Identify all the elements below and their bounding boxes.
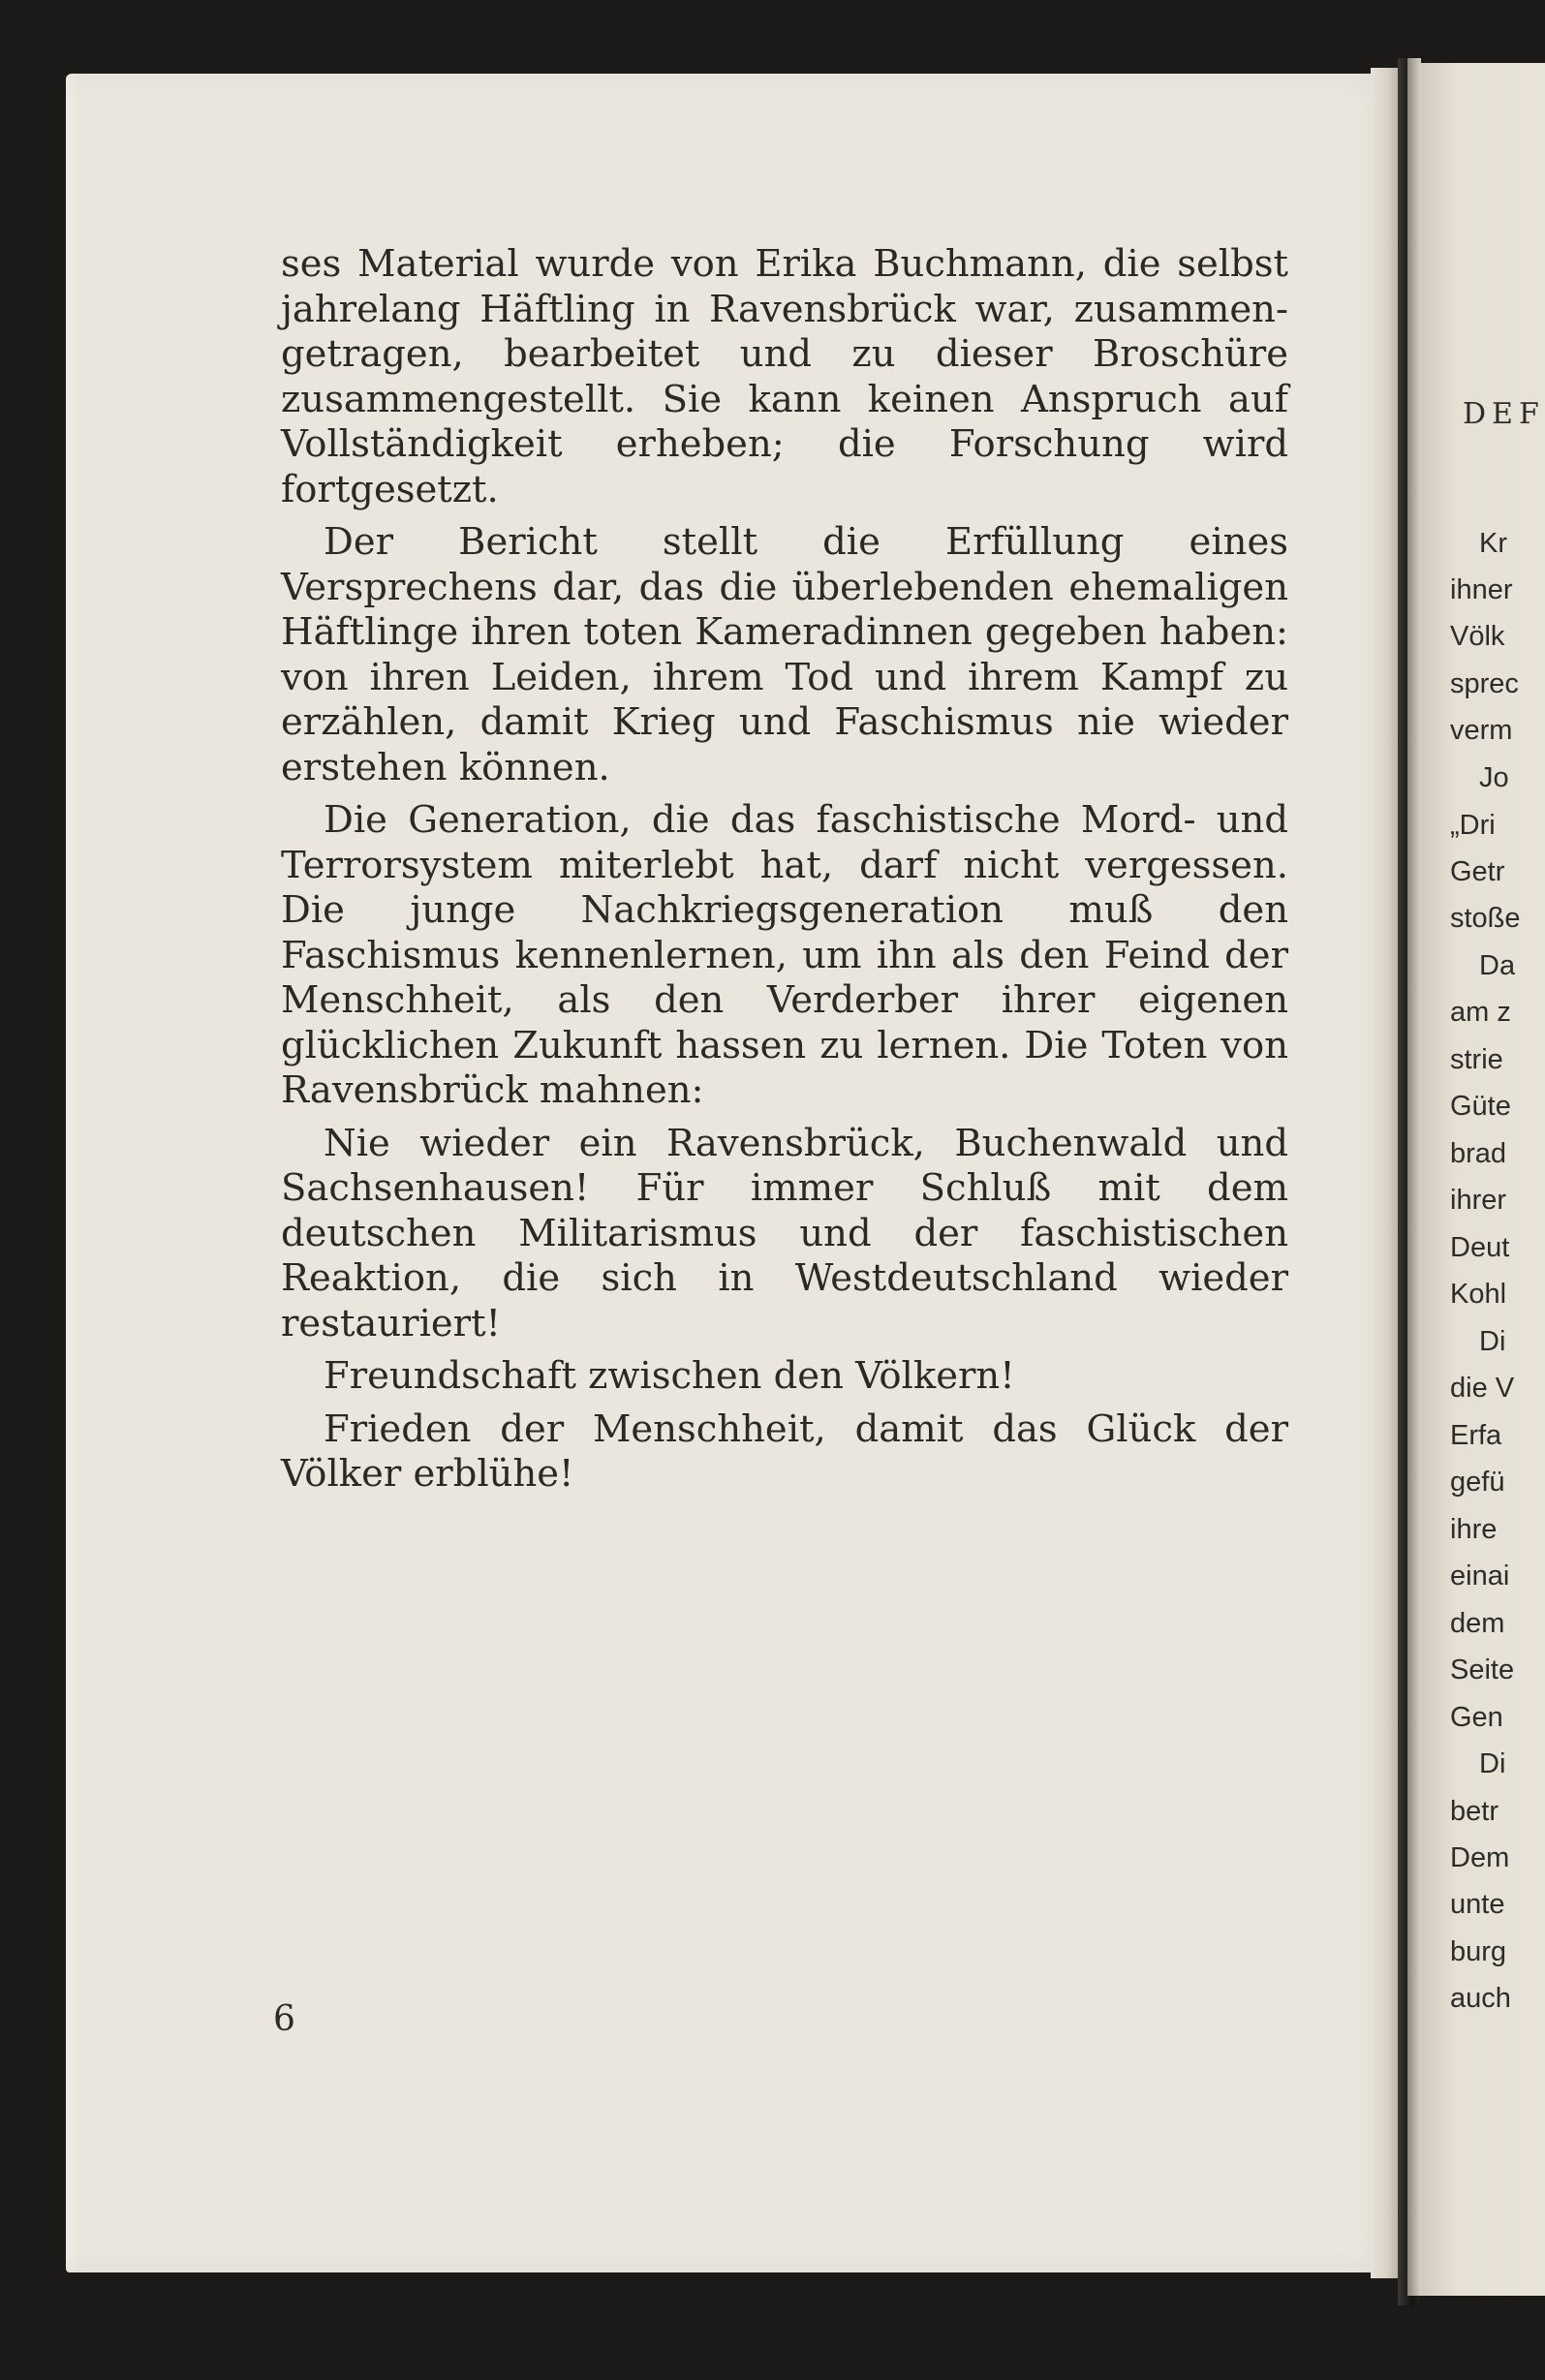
- right-page-line: dem: [1450, 1608, 1505, 1639]
- left-page-edge: [1371, 68, 1398, 2278]
- right-page-line: Erfa: [1450, 1420, 1502, 1451]
- right-page-line: verm: [1450, 715, 1513, 746]
- right-page-line: unte: [1450, 1889, 1505, 1920]
- paragraph-3: Die Generation, die das faschistische Mord- und Terrorsystem miterlebt hat, darf nicht vergessen. Die junge Nachkriegsgeneration muß den Faschismus kennenlernen, um ihn als den Feind der Menschheit, als den Verderber ihrer eigenen glücklichen Zukunft hassen zu lernen. Die Toten von Ravensbrück mahnen:: [281, 798, 1288, 1112]
- paragraph-1: ses Material wurde von Erika Buchmann, die selbst jahrelang Häftling in Ravensbrück war, zusammengetragen, bearbeitet und zu dieser Broschüre zusammengestellt. Sie kann keinen Anspruch auf Vollständigkeit erheben; die Forschung wird fortgesetzt.: [281, 242, 1288, 511]
- right-page-line: auch: [1450, 1983, 1511, 2014]
- left-page-body: [281, 242, 1288, 1498]
- right-page-line: betr: [1450, 1796, 1499, 1827]
- right-page-text-column: [1450, 0, 1528, 2131]
- page-number: 6: [273, 1999, 295, 2039]
- right-page-line: Kohl: [1450, 1279, 1507, 1310]
- right-page-line: Seite: [1450, 1654, 1515, 1685]
- right-page-line: brad: [1450, 1138, 1507, 1169]
- right-page-line: „Dri: [1450, 810, 1496, 841]
- right-page-line: am z: [1450, 997, 1511, 1028]
- right-page-line: strie: [1450, 1044, 1503, 1075]
- right-page-line: Kr: [1479, 528, 1507, 559]
- right-page-line: burg: [1450, 1936, 1507, 1967]
- right-page-line: Völk: [1450, 621, 1505, 652]
- right-page-heading: DEF: [1463, 397, 1545, 431]
- right-page-line: stoße: [1450, 903, 1521, 934]
- right-page-line: Deut: [1450, 1232, 1510, 1263]
- paragraph-5: Freundschaft zwischen den Völkern!: [324, 1354, 1015, 1398]
- right-page-line: Getr: [1450, 856, 1505, 887]
- paragraph-2: Der Bericht stellt die Erfüllung eines Versprechens dar, das die überlebenden ehemaligen Häftlinge ihren toten Kameradinnen gegeben haben: von ihren Leiden, ihrem Tod und ihrem Kampf zu erzählen, damit Krieg und Faschismus nie wieder erstehen können.: [281, 520, 1288, 789]
- right-page-line: ihre: [1450, 1514, 1498, 1545]
- right-page-line: einai: [1450, 1561, 1510, 1592]
- right-page-line: Güte: [1450, 1091, 1511, 1122]
- right-page-line: gefü: [1450, 1467, 1505, 1498]
- right-page-spine: [1407, 58, 1421, 2296]
- paragraph-6: Frieden der Menschheit, damit das Glück der Völker erblühe!: [281, 1406, 1288, 1496]
- right-page-line: ihner: [1450, 574, 1513, 605]
- right-page-line: Da: [1479, 950, 1516, 981]
- right-page-line: Gen: [1450, 1702, 1503, 1733]
- right-page-line: Di: [1479, 1748, 1506, 1779]
- right-page-line: ihrer: [1450, 1185, 1507, 1216]
- right-page-line: sprec: [1450, 668, 1519, 699]
- right-page-line: Dem: [1450, 1842, 1510, 1873]
- right-page-line: Jo: [1479, 762, 1509, 793]
- right-page-line: Di: [1479, 1326, 1506, 1357]
- paragraph-4: Nie wieder ein Ravensbrück, Buchenwald und Sachsenhausen! Für immer Schluß mit dem deutschen Militarismus und der faschistischen Reaktion, die sich in Westdeutschland wieder restauriert!: [281, 1121, 1288, 1345]
- right-page-line: die V: [1450, 1373, 1515, 1404]
